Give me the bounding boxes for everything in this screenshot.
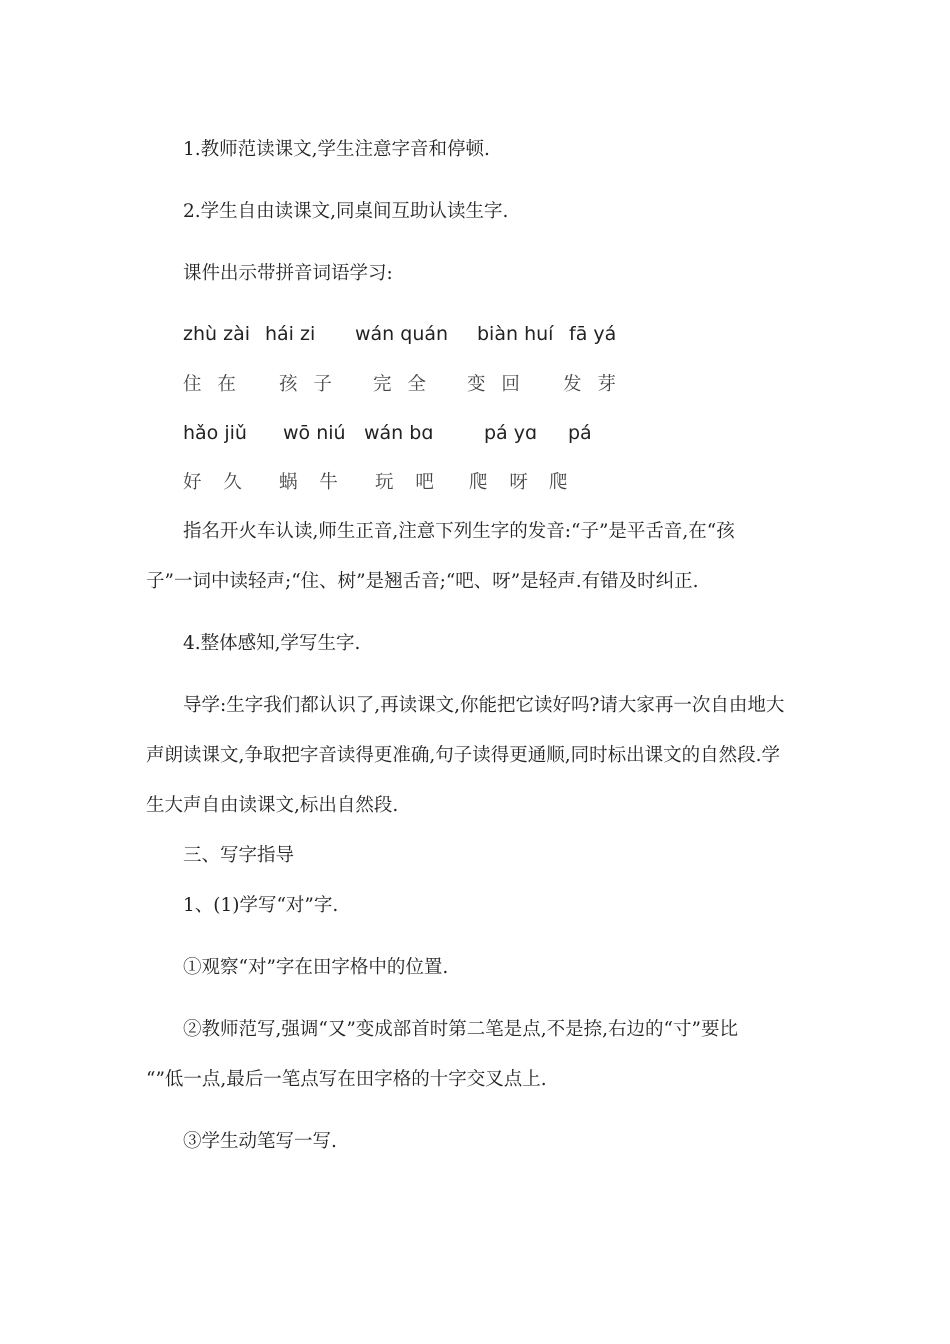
hanzi-word: 玩 吧	[375, 472, 434, 493]
hanzi-word: 完 全	[373, 374, 426, 395]
hanzi-word: 爬	[549, 472, 568, 493]
section-heading-writing: 三、写字指导	[183, 845, 295, 866]
hanzi-word: 发 芽	[563, 374, 616, 395]
hanzi-row-1	[183, 373, 843, 397]
paragraph-student-write: ③学生动笔写一写.	[183, 1131, 337, 1152]
paragraph-pronunciation-line-2: 子”一词中读轻声;“住、树”是翘舌音;“吧、呀”是轻声.有错及时纠正.	[146, 571, 699, 592]
pinyin-word: pá yɑ	[484, 422, 538, 444]
paragraph-demo-line-1: ②教师范写,强调“又”变成部首时第二笔是点,不是捺,右边的“寸”要比	[183, 1019, 738, 1040]
paragraph-observe: ①观察“对”字在田字格中的位置.	[183, 957, 449, 978]
pinyin-word: hǎo jiǔ	[183, 422, 247, 444]
paragraph-courseware: 课件出示带拼音词语学习:	[183, 263, 393, 284]
paragraph-pronunciation-line-1: 指名开火车认读,师生正音,注意下列生字的发音:“子”是平舌音,在“孩	[183, 521, 735, 542]
pinyin-row-2	[183, 421, 843, 445]
hanzi-word: 好 久	[183, 472, 242, 493]
paragraph-guide-line-3: 生大声自由读课文,标出自然段.	[146, 795, 399, 816]
paragraph-student-reading: 2.学生自由读课文,同桌间互助认读生字.	[183, 201, 509, 222]
pinyin-word: wō niú	[283, 422, 346, 444]
pinyin-word: wán quán	[355, 323, 449, 345]
paragraph-teacher-reading: 1.教师范读课文,学生注意字音和停顿.	[183, 139, 490, 160]
pinyin-row-1	[183, 322, 843, 346]
hanzi-word: 住 在	[183, 374, 236, 395]
pinyin-word: biàn huí	[477, 323, 554, 345]
paragraph-demo-line-2: “”低一点,最后一笔点写在田字格的十字交叉点上.	[146, 1069, 547, 1090]
pinyin-word: hái zi	[265, 323, 316, 345]
hanzi-word: 爬 呀	[469, 472, 528, 493]
pinyin-word: fā yá	[569, 323, 617, 345]
pinyin-word: pá	[568, 422, 592, 444]
paragraph-guide-line-1: 导学:生字我们都认识了,再读课文,你能把它读好吗?请大家再一次自由地大	[183, 695, 785, 716]
hanzi-word: 变 回	[467, 374, 520, 395]
hanzi-word: 孩 子	[279, 374, 332, 395]
hanzi-row-2	[183, 471, 843, 495]
paragraph-overall-perception: 4.整体感知,学写生字.	[183, 633, 361, 654]
pinyin-word: zhù zài	[183, 323, 250, 345]
paragraph-guide-line-2: 声朗读课文,争取把字音读得更准确,句子读得更通顺,同时标出课文的自然段.学	[146, 745, 781, 766]
hanzi-word: 蜗 牛	[279, 472, 338, 493]
paragraph-learn-dui: 1、(1)学写“对”字.	[183, 895, 339, 916]
pinyin-word: wán bɑ	[364, 422, 434, 444]
